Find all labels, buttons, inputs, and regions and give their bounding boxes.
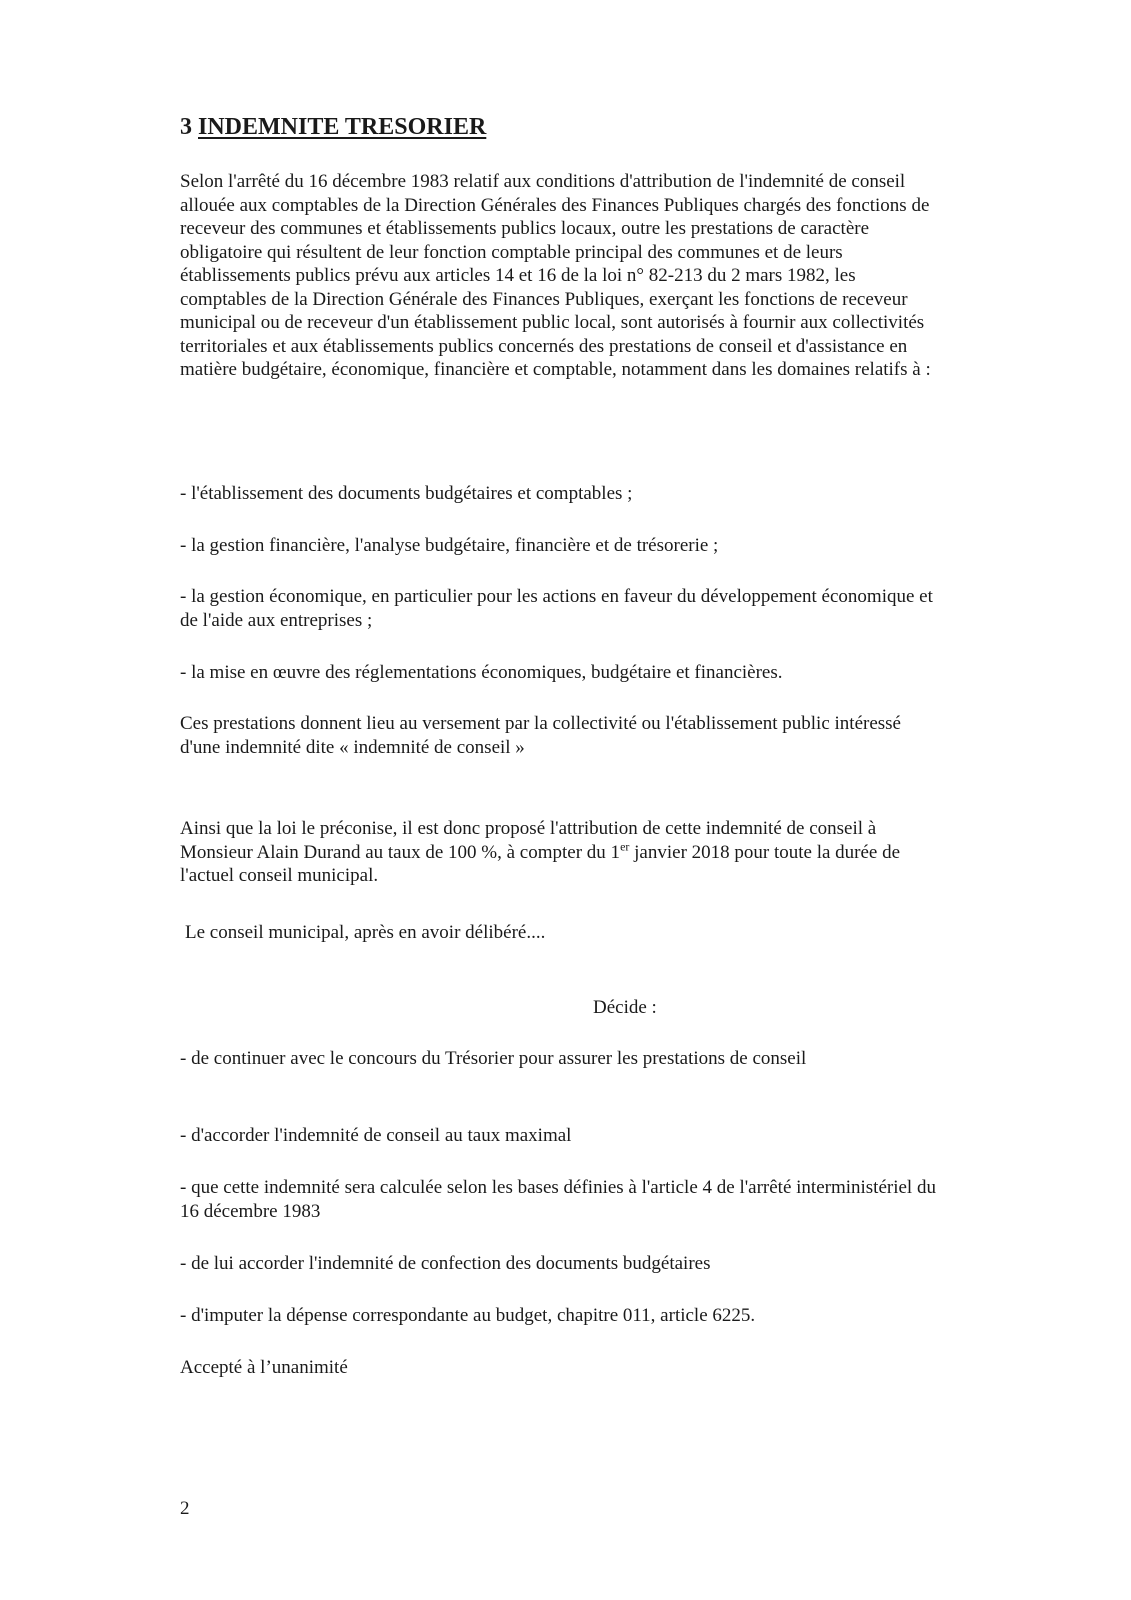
section-title: INDEMNITE TRESORIER bbox=[198, 114, 487, 140]
result-line: Accepté à l’unanimité bbox=[180, 1357, 348, 1378]
decide-label: Décide : bbox=[593, 997, 657, 1018]
proposal-text-before: Ainsi que la loi le préconise, il est donc proposé l'attribution de cette indemnité de conseil à Monsieur Alain Durand au taux de 100 %, à compter du 1 bbox=[180, 818, 877, 863]
intro-paragraph: Selon l'arrêté du 16 décembre 1983 relatif aux conditions d'attribution de l'indemnité de conseil allouée aux comptables de la Direction Générales des Finances Publiques chargés des fonctions de receveur des communes et établissements publics locaux, outre les prestations de caractère obligatoire qui résultent de leur fonction comptable principal des communes et de leurs établissements publics prévu aux articles 14 et 16 de la loi n° 82-213 du 2 mars 1982, les comptables de la Direction Générale des Finances Publiques, exerçant les fonctions de receveur municipal ou de receveur d'un établissement public local, sont autorisés à fournir aux collectivités territoriales et aux établissements publics concernés des prestations de conseil et d'assistance en matière budgétaire, économique, financière et comptable, notamment dans les domaines relatifs à : bbox=[180, 171, 931, 380]
decision-item-3: - que cette indemnité sera calculée selon les bases définies à l'article 4 de l'arrêté interministériel du 16 décembre 1983 bbox=[180, 1177, 936, 1222]
domain-item-3: - la gestion économique, en particulier pour les actions en faveur du développement économique et de l'aide aux entreprises ; bbox=[180, 586, 933, 631]
proposal-paragraph bbox=[180, 817, 940, 888]
proposal-superscript: er bbox=[620, 839, 630, 854]
decision-item-5: - d'imputer la dépense correspondante au budget, chapitre 011, article 6225. bbox=[180, 1305, 756, 1326]
prestations-paragraph: Ces prestations donnent lieu au versement par la collectivité ou l'établissement public intéressé d'une indemnité dite « indemnité de conseil » bbox=[180, 713, 901, 758]
decision-item-1: - de continuer avec le concours du Trésorier pour assurer les prestations de conseil bbox=[180, 1048, 807, 1069]
page-number: 2 bbox=[180, 1498, 190, 1519]
domain-item-4: - la mise en œuvre des réglementations économiques, budgétaire et financières. bbox=[180, 662, 783, 683]
decision-item-4: - de lui accorder l'indemnité de confection des documents budgétaires bbox=[180, 1253, 711, 1274]
section-heading bbox=[180, 113, 486, 141]
domain-item-1: - l'établissement des documents budgétaires et comptables ; bbox=[180, 483, 633, 504]
decision-item-2: - d'accorder l'indemnité de conseil au taux maximal bbox=[180, 1125, 572, 1146]
proposal-text-after: janvier 2018 pour toute la durée de l'actuel conseil municipal. bbox=[180, 841, 901, 886]
deliberation-line: Le conseil municipal, après en avoir délibéré.... bbox=[185, 922, 546, 943]
domain-item-2: - la gestion financière, l'analyse budgétaire, financière et de trésorerie ; bbox=[180, 535, 719, 556]
section-number: 3 bbox=[180, 114, 192, 140]
